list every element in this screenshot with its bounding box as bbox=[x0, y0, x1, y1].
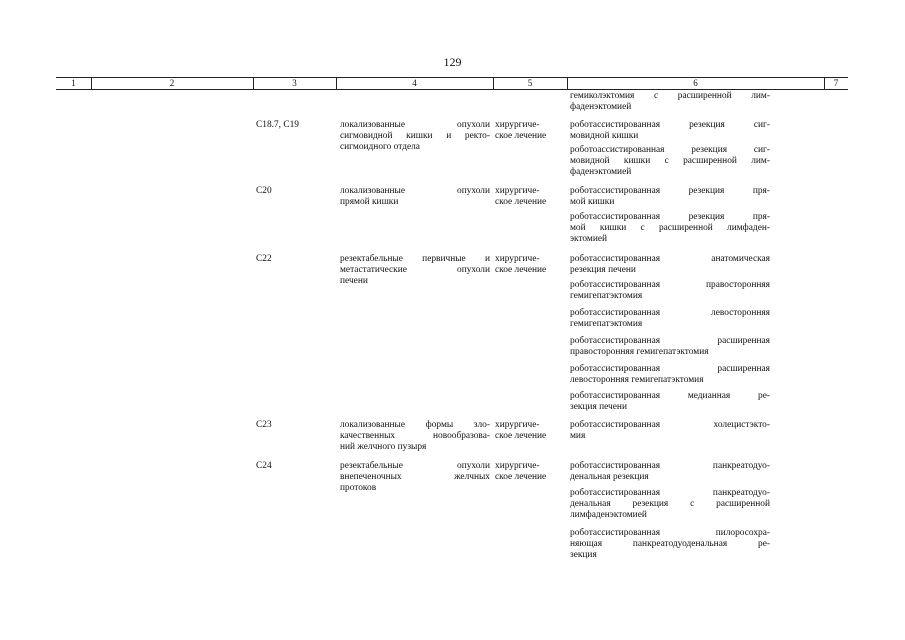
operation-line: лимфаденэктомией bbox=[570, 510, 647, 520]
operation-line: роботассистированная расширенная bbox=[570, 336, 770, 346]
description-line: сигмовидной кишки и ректо- bbox=[340, 131, 490, 141]
operation-line: мия bbox=[570, 431, 586, 441]
description-line: локализованные формы зло- bbox=[340, 420, 490, 430]
operation-line: няющая панкреатодуоденальная ре- bbox=[570, 539, 770, 549]
operation-line: левосторонняя гемигепатэктомия bbox=[570, 375, 704, 385]
operation-line: мовидной кишки с расширенной лим- bbox=[570, 156, 770, 166]
operation-line: роботассистированная панкреатодуо- bbox=[570, 488, 770, 498]
description-line: сигмоидного отдела bbox=[340, 142, 420, 152]
treatment-method: хирургиче- bbox=[495, 420, 540, 430]
operation-line: резекция печени bbox=[570, 265, 636, 275]
operation-line: денальная резекция bbox=[570, 472, 649, 482]
col-divider bbox=[91, 78, 92, 89]
operation-line: денальная резекция с расширенной bbox=[570, 499, 770, 509]
treatment-method: ское лечение bbox=[495, 131, 547, 141]
description-line: ний желчного пузыря bbox=[340, 442, 427, 452]
col-header-2: 2 bbox=[169, 78, 175, 88]
col-header-1: 1 bbox=[71, 78, 76, 88]
treatment-method: ское лечение bbox=[495, 265, 547, 275]
description-line: протоков bbox=[340, 483, 377, 493]
description-line: резектабельные первичные и bbox=[340, 254, 490, 264]
col-header-5: 5 bbox=[527, 78, 533, 88]
operation-line: мовидной кишки bbox=[570, 131, 639, 141]
description-line: локализованные опухоли bbox=[340, 120, 490, 130]
diagnosis-code: C22 bbox=[256, 254, 272, 264]
operation-line: роботоассистированная резекция сиг- bbox=[570, 145, 770, 155]
treatment-method: хирургиче- bbox=[495, 254, 540, 264]
page-number: 129 bbox=[443, 55, 462, 69]
operation-line: роботассистированная медианная ре- bbox=[570, 391, 770, 401]
operation-line: гемигепатэктомия bbox=[570, 291, 643, 301]
col-header-3: 3 bbox=[292, 78, 297, 88]
col-divider bbox=[336, 78, 337, 89]
col-header-4: 4 bbox=[412, 78, 417, 88]
description-line: прямой кишки bbox=[340, 197, 399, 207]
operation-line: гемигепатэктомия bbox=[570, 319, 643, 329]
description-line: печени bbox=[340, 276, 368, 286]
operation-line: роботассистированная анатомическая bbox=[570, 254, 770, 264]
operation-line: фаденэктомией bbox=[570, 167, 632, 177]
col-divider bbox=[824, 78, 825, 89]
operation-line: зекция bbox=[570, 550, 597, 560]
diagnosis-code: C23 bbox=[256, 420, 272, 430]
operation-line: фаденэктомией bbox=[570, 102, 632, 112]
treatment-method: хирургиче- bbox=[495, 186, 540, 196]
operation-line: правосторонняя гемигепатэктомия bbox=[570, 347, 709, 357]
operation-line: роботассистированная резекция пря- bbox=[570, 186, 770, 196]
treatment-method: хирургиче- bbox=[495, 120, 540, 130]
col-divider bbox=[493, 78, 494, 89]
col-divider bbox=[253, 78, 254, 89]
col-header-7: 7 bbox=[833, 78, 839, 88]
operation-line: роботассистированная правосторонняя bbox=[570, 280, 770, 290]
operation-line: роботассистированная расширенная bbox=[570, 364, 770, 374]
operation-line: мой кишки с расширенной лимфаден- bbox=[570, 223, 770, 233]
diagnosis-code: C20 bbox=[256, 186, 272, 196]
description-line: метастатические опухоли bbox=[340, 265, 490, 275]
operation-line: роботассистированная резекция сиг- bbox=[570, 120, 770, 130]
treatment-method: хирургиче- bbox=[495, 461, 540, 471]
operation-line: роботассистированная левосторонняя bbox=[570, 308, 770, 318]
description-line: локализованные опухоли bbox=[340, 186, 490, 196]
operation-line: роботассистированная панкреатодуо- bbox=[570, 461, 770, 471]
operation-line: роботассистированная резекция пря- bbox=[570, 212, 770, 222]
description-line: внепеченочных желчных bbox=[340, 472, 490, 482]
operation-line: роботассистированная холецистэкто- bbox=[570, 420, 770, 430]
treatment-method: ское лечение bbox=[495, 431, 547, 441]
treatment-method: ское лечение bbox=[495, 472, 547, 482]
operation-line: эктомией bbox=[570, 234, 608, 244]
table-header bbox=[56, 77, 848, 90]
diagnosis-code: C24 bbox=[256, 461, 272, 471]
diagnosis-code: C18.7, C19 bbox=[256, 120, 299, 130]
description-line: качественных новообразова- bbox=[340, 431, 490, 441]
col-header-6: 6 bbox=[693, 78, 698, 88]
operation-line: роботассистированная пилоросохра- bbox=[570, 528, 770, 538]
operation-line: гемиколэктомия с расширенной лим- bbox=[570, 91, 770, 101]
treatment-method: ское лечение bbox=[495, 197, 547, 207]
col-divider bbox=[567, 78, 568, 89]
operation-line: зекция печени bbox=[570, 402, 627, 412]
description-line: резектабельные опухоли bbox=[340, 461, 490, 471]
operation-line: мой кишки bbox=[570, 197, 615, 207]
